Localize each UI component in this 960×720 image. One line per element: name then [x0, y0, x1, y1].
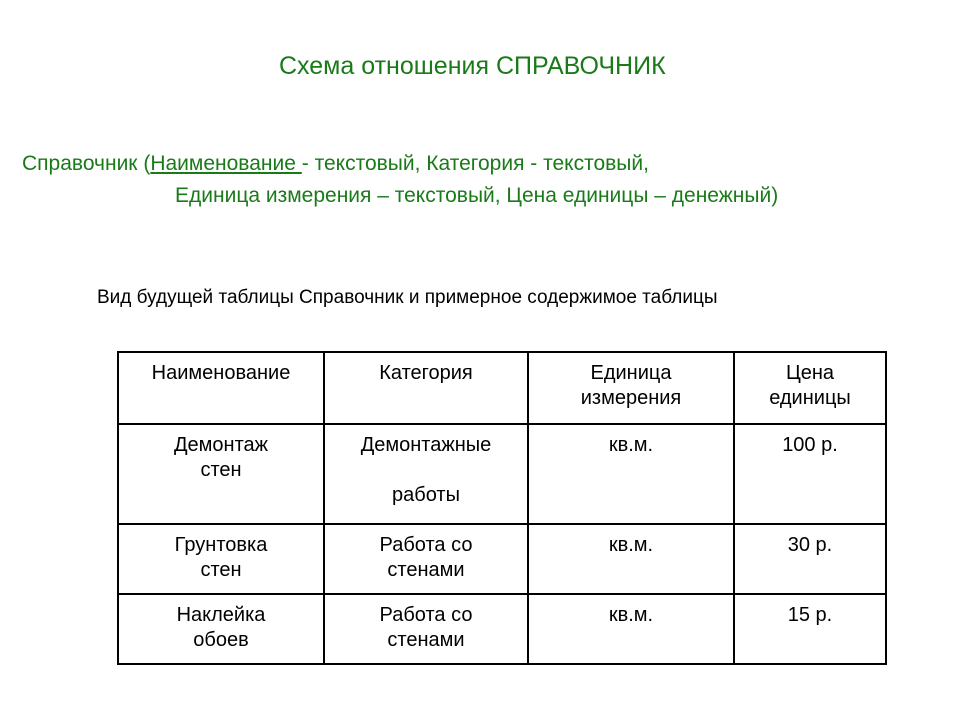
schema-line-2: Единица измерения – текстовый, Цена единицы – денежный) — [175, 184, 779, 207]
cell-category: Демонтажные работы — [324, 424, 528, 524]
schema-prefix: Справочник ( — [22, 152, 151, 175]
cell-price: 100 р. — [734, 424, 886, 524]
cell-name: Грунтовка стен — [118, 524, 324, 594]
schema-primary-key: Наименование — [150, 152, 302, 175]
relation-schema — [22, 148, 778, 212]
cell-unit: кв.м. — [528, 594, 734, 664]
cell-category: Работа со стенами — [324, 524, 528, 594]
table-row — [118, 594, 886, 664]
schema-line-1 — [22, 148, 778, 180]
header-name: Наименование — [118, 352, 324, 424]
table-row — [118, 524, 886, 594]
table-subtitle: Вид будущей таблицы Справочник и примерное содержимое таблицы — [97, 287, 718, 308]
cell-price: 30 р. — [734, 524, 886, 594]
header-category: Категория — [324, 352, 528, 424]
schema-suffix: - текстовый, Категория - текстовый, — [301, 152, 649, 175]
cell-unit: кв.м. — [528, 424, 734, 524]
cell-price: 15 р. — [734, 594, 886, 664]
table-row — [118, 424, 886, 524]
page-title: Схема отношения СПРАВОЧНИК — [279, 52, 666, 80]
cell-name: Наклейка обоев — [118, 594, 324, 664]
header-unit: Единица измерения — [528, 352, 734, 424]
header-price: Цена единицы — [734, 352, 886, 424]
cell-unit: кв.м. — [528, 524, 734, 594]
cell-category: Работа со стенами — [324, 594, 528, 664]
table-header-row — [118, 352, 886, 424]
reference-table — [117, 351, 887, 665]
cell-name: Демонтаж стен — [118, 424, 324, 524]
